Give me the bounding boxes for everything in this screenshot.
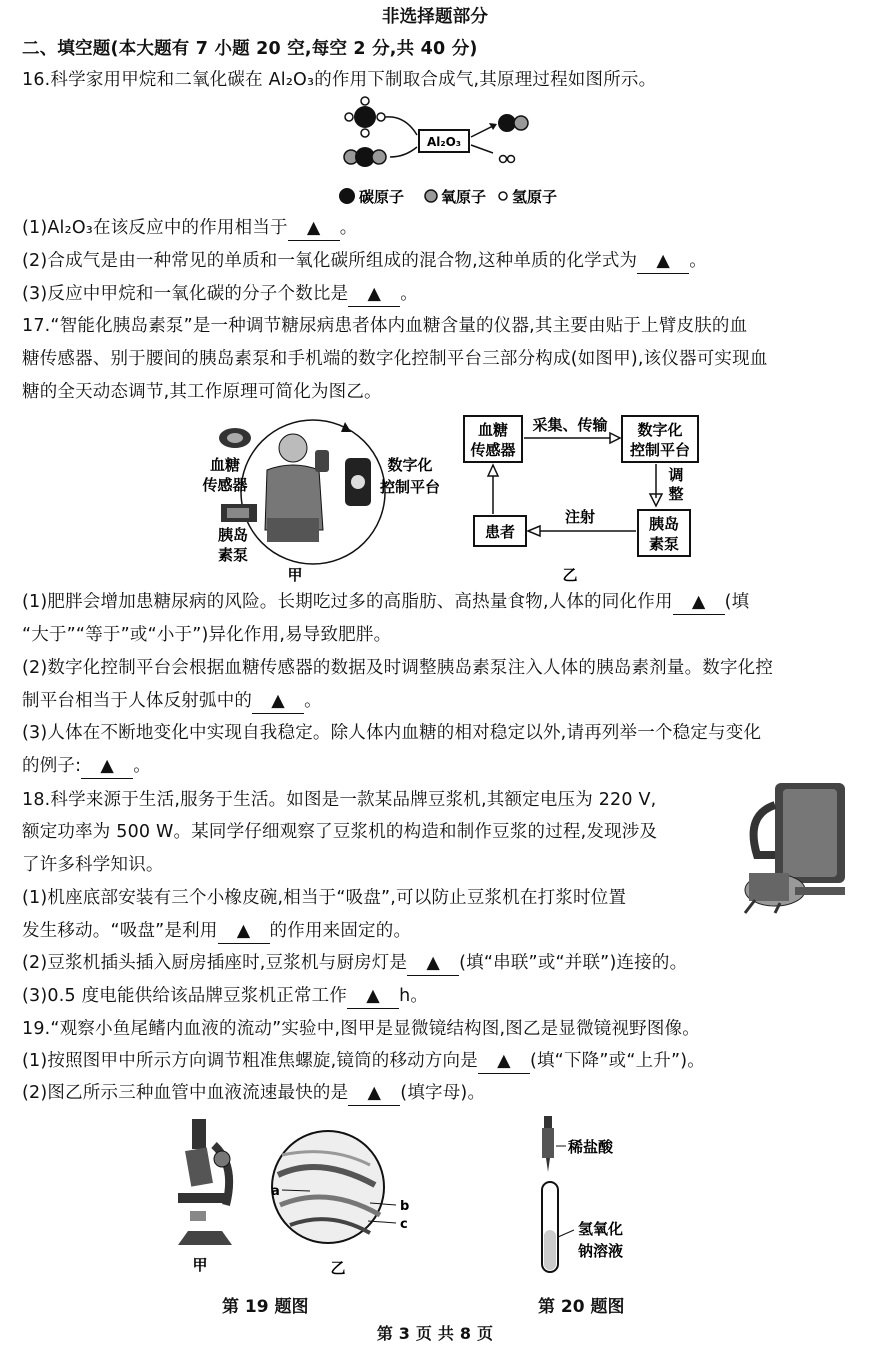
answer-blank[interactable]: ▲: [218, 919, 270, 944]
q17-part3-line1: (3)人体在不断地变化中实现自我稳定。除人体内血糖的相对稳定以外,请再列举一个稳定与变化: [22, 723, 762, 743]
q20-figure-caption: 第 20 题图: [538, 1297, 625, 1317]
label-sensor-jia-1: 血糖: [209, 456, 241, 474]
q17-part1-line2: “大于”“等于”或“小于”)异化作用,易导致肥胖。: [22, 625, 392, 645]
q17-part3-line2: 的例子: ▲ 。: [22, 754, 151, 779]
answer-blank[interactable]: ▲: [637, 249, 689, 274]
label-base-1: 氢氧化: [578, 1220, 624, 1238]
label-a: a: [271, 1184, 280, 1199]
co2-molecule: [344, 147, 386, 167]
answer-blank[interactable]: ▲: [347, 984, 399, 1009]
svg-text:调: 调: [668, 466, 684, 484]
q19-figure-caption: 第 19 题图: [222, 1297, 309, 1317]
section-header: 非选择题部分: [381, 7, 489, 27]
q17-figure-jia: [195, 410, 455, 585]
answer-blank[interactable]: ▲: [673, 590, 725, 615]
label-b: b: [400, 1199, 410, 1214]
answer-blank[interactable]: ▲: [478, 1049, 530, 1074]
q19-part1: (1)按照图甲中所示方向调节粗准焦螺旋,镜筒的移动方向是 ▲ (填“下降”或“上升”)。: [22, 1049, 705, 1074]
q20-figure: [530, 1112, 650, 1277]
q18-stem-line3: 了许多科学知识。: [22, 855, 164, 875]
catalyst-label: Al₂O₃: [426, 135, 462, 149]
svg-text:控制平台: 控制平台: [629, 441, 691, 459]
q18-part1-line1: (1)机座底部安装有三个小橡皮碗,相当于“吸盘”,可以防止豆浆机在打浆时位置: [22, 888, 627, 908]
q19-figures: [170, 1115, 420, 1280]
q17-part1-line1: (1)肥胖会增加患糖尿病的风险。长期吃过多的高脂肪、高热量食物,人体的同化作用 ▲ (填: [22, 590, 749, 615]
q17-part2-line1: (2)数字化控制平台会根据血糖传感器的数据及时调整胰岛素泵注入人体的胰岛素剂量。数字化控: [22, 658, 774, 678]
q18-part3: (3)0.5 度电能供给该品牌豆浆机正常工作 ▲ h。: [22, 984, 428, 1009]
svg-text:素泵: 素泵: [648, 535, 680, 553]
answer-blank[interactable]: ▲: [407, 951, 459, 976]
q17-stem-line2: 糖传感器、别于腰间的胰岛素泵和手机端的数字化控制平台三部分构成(如图甲),该仪器可实现血: [22, 349, 768, 369]
q16-part3: (3)反应中甲烷和一氧化碳的分子个数比是 ▲ 。: [22, 282, 418, 307]
q17-figure-yi: [460, 410, 710, 585]
microscope-icon: [178, 1119, 232, 1245]
answer-blank[interactable]: ▲: [348, 282, 400, 307]
q17-part2-line2: 制平台相当于人体反射弧中的 ▲ 。: [22, 689, 322, 714]
q16-part2: (2)合成气是由一种常见的单质和一氧化碳所组成的混合物,这种单质的化学式为 ▲ 。: [22, 249, 707, 274]
svg-text:血糖: 血糖: [477, 421, 509, 439]
label-c: c: [400, 1217, 408, 1232]
label-platform-jia-2: 控制平台: [379, 478, 441, 496]
page-number: 第 3 页 共 8 页: [376, 1324, 494, 1343]
q18-stem-line1: 18.科学来源于生活,服务于生活。如图是一款某品牌豆浆机,其额定电压为 220 V,: [22, 790, 657, 810]
answer-blank[interactable]: ▲: [252, 689, 304, 714]
soymilk-maker-image: [735, 775, 860, 915]
part-title: 二、填空题(本大题有 7 小题 20 空,每空 2 分,共 40 分): [22, 39, 478, 59]
label-inject: 注射: [564, 508, 596, 526]
q19-part2: (2)图乙所示三种血管中血液流速最快的是 ▲ (填字母)。: [22, 1081, 485, 1106]
q16-reaction-diagram: [335, 95, 595, 210]
svg-text:传感器: 传感器: [470, 441, 516, 459]
caption-jia: 甲: [287, 566, 303, 584]
label-pump-jia-2: 素泵: [217, 546, 249, 564]
q18-part1-line2: 发生移动。“吸盘”是利用 ▲ 的作用来固定的。: [22, 919, 411, 944]
legend-hydrogen: 氢原子: [512, 188, 558, 206]
q18-part2: (2)豆浆机插头插入厨房插座时,豆浆机与厨房灯是 ▲ (填“串联”或“并联”)连接的。: [22, 951, 687, 976]
q16-part1: (1)Al₂O₃在该反应中的作用相当于 ▲ 。: [22, 216, 357, 241]
legend-oxygen: 氧原子: [441, 188, 487, 206]
q17-stem-line1: 17.“智能化胰岛素泵”是一种调节糖尿病患者体内血糖含量的仪器,其主要由贴于上臂皮肤的血: [22, 316, 748, 336]
caption-yi-19: 乙: [330, 1259, 346, 1277]
answer-blank[interactable]: ▲: [348, 1081, 400, 1106]
svg-text:胰岛: 胰岛: [648, 515, 680, 533]
q19-stem: 19.“观察小鱼尾鳍内血液的流动”实验中,图甲是显微镜结构图,图乙是显微镜视野图像。: [22, 1019, 700, 1039]
label-platform-jia-1: 数字化: [387, 456, 433, 474]
label-sensor-jia-2: 传感器: [202, 476, 248, 494]
label-acid: 稀盐酸: [568, 1138, 614, 1156]
label-base-2: 钠溶液: [578, 1242, 624, 1260]
label-patient: 患者: [484, 523, 516, 541]
svg-text:整: 整: [668, 485, 684, 503]
caption-jia-19: 甲: [192, 1256, 208, 1274]
svg-text:数字化: 数字化: [637, 421, 683, 439]
methane-molecule: [345, 97, 385, 137]
answer-blank[interactable]: ▲: [288, 216, 340, 241]
label-collect: 采集、传输: [532, 416, 608, 434]
caption-yi: 乙: [562, 566, 578, 584]
q16-stem: 16.科学家用甲烷和二氧化碳在 Al₂O₃的作用下制取合成气,其原理过程如图所示。: [22, 70, 657, 90]
legend-carbon: 碳原子: [359, 188, 405, 206]
label-pump-jia-1: 胰岛: [217, 526, 249, 544]
answer-blank[interactable]: ▲: [81, 754, 133, 779]
q18-stem-line2: 额定功率为 500 W。某同学仔细观察了豆浆机的构造和制作豆浆的过程,发现涉及: [22, 822, 658, 842]
q17-stem-line3: 糖的全天动态调节,其工作原理可简化为图乙。: [22, 382, 382, 402]
